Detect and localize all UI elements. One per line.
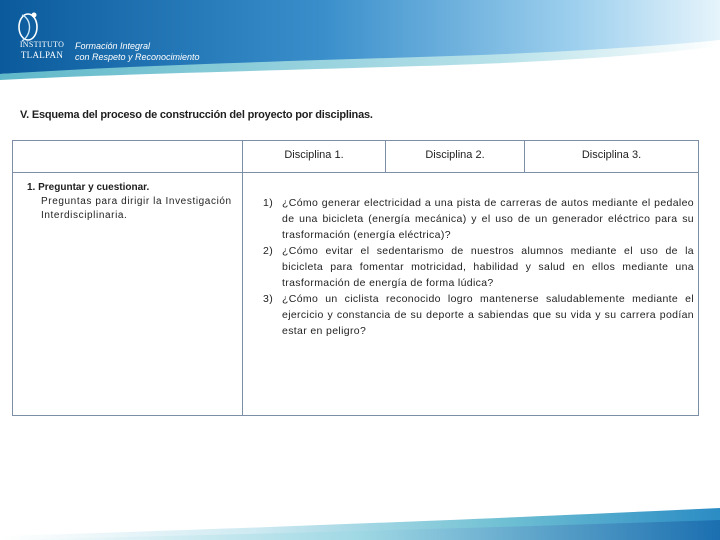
question-number: 3)	[263, 293, 274, 305]
table-header-row	[13, 141, 699, 173]
table-row	[13, 173, 699, 416]
footer-wave-graphic	[0, 500, 720, 540]
step-title: 1. Preguntar y cuestionar.	[27, 182, 150, 193]
question-text: ¿Cómo evitar el sedentarismo de nuestros alumnos mediante el uso de la bicicleta para fomentar motricidad, habilidad y salud en ellos mediante una trasformación de energía de forma lúdica?	[282, 245, 694, 289]
disciplines-table	[12, 140, 699, 416]
question-text: ¿Cómo un ciclista reconocido logro mantenerse saludablemente mediante el ejercicio y constancia de su deporte a sabiendas que su vida y su carrera podían estar en peligro?	[282, 293, 694, 337]
header-wave-graphic	[0, 0, 720, 80]
header-cell-discipline-1: Disciplina 1.	[243, 141, 386, 173]
institute-name	[14, 40, 70, 60]
step-description: Preguntas para dirigir la Investigación Interdisciplinaria.	[41, 196, 232, 221]
institute-name-line1: INSTITUTO	[19, 40, 65, 49]
header-cell-empty	[13, 141, 243, 173]
question-number: 1)	[263, 197, 274, 209]
header-banner	[0, 0, 720, 80]
header-cell-discipline-3: Disciplina 3.	[525, 141, 699, 173]
institute-name-line2: TLALPAN	[20, 50, 64, 60]
list-item	[263, 291, 694, 339]
tagline-line2: con Respeto y Reconocimiento	[75, 52, 200, 62]
question-number: 2)	[263, 245, 274, 257]
section-title: V. Esquema del proceso de construcción del proyecto por disciplinas.	[20, 109, 373, 121]
tagline-line1: Formación Integral	[75, 41, 151, 51]
question-text: ¿Cómo generar electricidad a una pista de carreras de autos mediante el pedaleo de una bicicleta (energía mecánica) y el uso de un generador eléctrico para su trasformación (energía eléctrica)?	[282, 197, 694, 241]
question-step-cell	[13, 173, 243, 416]
list-item	[263, 195, 694, 243]
list-item	[263, 243, 694, 291]
header-cell-discipline-2: Disciplina 2.	[386, 141, 525, 173]
questions-cell	[243, 173, 699, 416]
tagline	[75, 41, 200, 63]
